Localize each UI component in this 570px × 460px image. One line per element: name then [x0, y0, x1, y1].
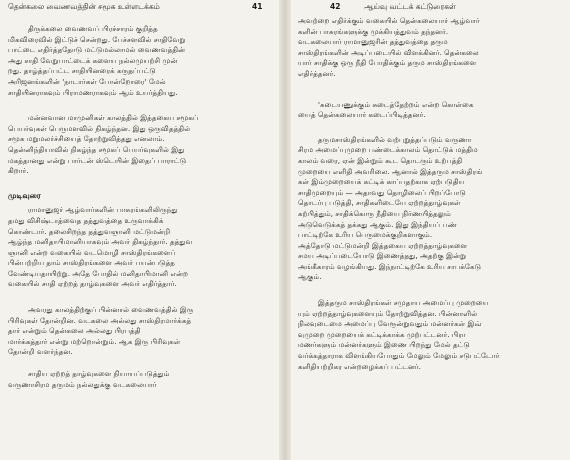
text-line: வருணாசிரம தருமம் நல்லதுக்கு வடகலையார்: [8, 379, 157, 389]
text-line: தென்னிந்தியாவில் நிகழ்ந்த சமூகப் பெயர்வுகளில் இது: [8, 144, 185, 154]
text-line: அத்தோடு மட்டுமன்றி இத்தகைய ஏற்றத்தாழ்வுகளை: [298, 240, 468, 250]
section-heading: முடிவுரை: [8, 190, 41, 200]
text-line: அங்கீகாரம் வழங்கியது. இந்நாட்டிற்கே உரிய சாபக்கேடு: [298, 261, 482, 271]
text-line: ஆகும்.: [298, 272, 322, 282]
text-line: வேண்டியதாயிற்று. அதே போதில் மனிதாபிமானி என்ற: [8, 268, 188, 278]
paragraph: [298, 16, 560, 80]
text-line: கள் இம்முறையைக் கட்டிக் காப்பதற்காக ஏற்படுதிய: [298, 177, 465, 187]
text-line: அவரது காலத்திற்குப் பின்னால் வைணவத்தில் இரு: [28, 305, 194, 315]
text-line: தார் என்றும் தென்கலை அல்லது பிரபத்தி: [8, 326, 141, 336]
running-title-right: ஆய்வு வட்டக் கட்டுரைகள்: [364, 2, 456, 11]
text-line: தருமசாஸ்திரங்களில் வற்புறுத்தப்படும் வருணா: [318, 134, 472, 144]
running-title-left: தென்கலை வைணவத்தின் சமூக உள்ளடக்கம்: [8, 2, 160, 11]
paragraph: [298, 298, 560, 372]
text-line: பாட்டை எதிர்த்ததோடு மட்டுமல்லாமல் வைணவத்தின்: [8, 45, 186, 55]
text-line: சாதிமுறையும் — அதாவது தொழிலைப் பிறப்போடு: [298, 187, 466, 197]
paragraph: [8, 24, 270, 98]
text-line: தொடர்பு படுத்தி, சாதிகளிடையே ஏற்றத்தாழ்வுகள்: [298, 198, 461, 208]
text-line: வடகலையார் ராமானுஜரின் தத்துவத்தை தரும: [298, 37, 448, 47]
text-line: கொண்டார். தலைசிறந்த தத்துவஞானி மட்டுமன்றி: [8, 226, 171, 236]
text-line: யும் ஏற்றத்தாழ்வுகளையும் தோற்றுவித்தன. பின்னாளில்: [298, 308, 478, 318]
paragraph: [8, 305, 270, 358]
left-page-text: [8, 24, 270, 395]
text-line: முறையை எளிதி அவரிலை. ஆனால் இத்தரும சாஸ்திரங்: [298, 166, 483, 176]
text-line: பெயர்வுகள் பெருமளவில் நிகழ்ந்தன. இது ஒருவிதத்தில்: [8, 123, 191, 133]
text-line: மன்னவான மாமுனிகள் காலத்தில் இத்தகைய சமூகப்: [28, 113, 199, 123]
text-line: கிறார்.: [8, 166, 29, 176]
text-line: இத்தரும சாஸ்திரங்கள் சமுதாய அமைப்பு முறையை: [318, 298, 489, 308]
text-line: தமது விசிஷ்டாத்வைத தத்துவத்தை உருவாக்கிக்: [8, 215, 164, 225]
page-number-left: 41: [252, 2, 263, 11]
text-line: சிரம அமைப்புமுறை பண்டைக்காலம் தொட்டுக் மத்திம: [298, 145, 478, 155]
text-line: அது சாதி வேறுபாட்டைக் களைய நல்லமுயற்சி முன்: [8, 55, 178, 65]
text-line: திருக்கலை வைணவப் பிரச்சாரம் குறித்த: [28, 24, 158, 33]
text-line: தோன்றி வளர்ந்தன.: [8, 347, 73, 357]
paragraph: [298, 135, 560, 283]
text-line: ஞானி என்ற வகையில் வடமொழி சாஸ்திரங்களைப்: [8, 247, 176, 257]
quotation: [298, 100, 560, 121]
paragraph: [8, 369, 270, 390]
right-page-text: [298, 16, 560, 377]
text-line: கற்பித்தும், சாதிக்கொரு நீதியை நிர்ணயித்தலும்: [298, 208, 451, 218]
text-line: மணர்களும் மன்னர்களும் இணை பிறந்து மேல் தட்டு: [298, 340, 470, 350]
text-line: சமய அடிப்படையோடு இணைத்தது, அதற்கு இன்று: [298, 251, 467, 261]
text-line: மகத்தானது என்று பார்டன் ஸ்டெயின் இதைப் பாராட்டு: [8, 155, 187, 165]
text-line: களிதியற்றிகர என்றழைக்கப் பட்டனர்.: [298, 361, 421, 371]
text-line: ராமானுஜர் ஆழ்வார்களின் பாசுரங்களிலிருந்து: [28, 205, 178, 215]
text-line: வுமுறை முறையைக் கட்டிக்காக்க முற்பட்டனர். பிரா: [298, 329, 466, 339]
text-line: பாட்டிற்கே உரிய பெருமைக்குறிகளாகும்.: [298, 230, 433, 240]
text-line: நிலவுடைமை அமைப்பு வேரூன்றுவதும் மன்னர்கள் இவ்: [298, 319, 482, 329]
text-line: பின்பற்றிய தாம் சாஸ்திரங்களை அவர் பயன்படுத்த: [8, 258, 175, 268]
text-line: சாதியினராகவும் பிராமணராகவும் ஆம் உயர்த்தியது.: [8, 87, 178, 97]
text-line: எதிர்த்தனர்.: [298, 68, 336, 78]
page-number-right: 42: [330, 2, 341, 11]
text-line: அடுவெடுக்கத் தக்கது ஆகும். இது இந்தியப் பண்: [298, 219, 457, 229]
text-line: அவற்றை எதிர்க்கும் வகையில் தென்கலையார் ஆழ்வார்: [298, 16, 480, 25]
text-line: 'சுடையணுக்கும் சுடைத்தேற்றம் என்ற கொள்கை: [318, 99, 474, 109]
text-line: ஆழ்ந்த மனிதாபிமானியாகவும் அவர் திகழ்ந்தார். தத்துவ: [8, 237, 193, 247]
paragraph: [8, 113, 270, 177]
text-line: அரிஜனங்களின் 'நாடார்கள் போன்றோரை' மேல்: [8, 76, 166, 86]
text-line: யார் சாதிக்கு ஒரு நீதி போதிக்கும் தரும சாஸ்திரங்களை: [298, 58, 477, 68]
text-line: சாதிய ஏற்றத் தாழ்வுகளை நியாயப்படுத்தும்: [28, 369, 170, 379]
text-line: காலம் வரை, ஏன் இன்றும் கூட தொடரும் உற்பத்தி: [298, 155, 463, 165]
paragraph: [8, 205, 270, 290]
book-gutter: [279, 0, 291, 460]
text-line: களின் பாசுரங்களுக்கு முக்கியத்துவம் தந்தனர்.: [298, 26, 449, 36]
text-line: சமூக மறுமலர்ச்சியைத் தோற்றுவித்தது எனலாம்.: [8, 134, 165, 144]
text-line: வர்க்கத்தாராக விளங்கியபோதும் மேலும் மேலும் சடுபட்டோர்: [298, 351, 500, 361]
text-line: மார்க்கத்தார் என்று மற்றொன்றும். ஆக இரு பிரிவுகள்: [8, 336, 181, 346]
text-line: மிகவிரைவில் இட்டுச் சென்றது. பேச்சளவில் சாதிவேறு: [8, 34, 186, 44]
text-line: றது. தாழ்த்தப்பட்ட சாதியினரைக் கருதப்பட்டு: [8, 66, 156, 76]
text-line: சாஸ்திரங்களின் அடிப்படையில் விளக்கினர். தென்கலை: [298, 47, 479, 57]
text-line: வகையில் சாதி ஏற்றத் தாழ்வுகளை அவர் எதிர்த்தார்.: [8, 279, 177, 289]
text-line: பிரிவுகள் தோன்றின. வடகலை அல்லது சாஸ்திரமார்க்கத்: [8, 315, 192, 325]
text-line: யைத் தென்கலையார் கடைப்பிடித்தனர்.: [298, 110, 426, 120]
